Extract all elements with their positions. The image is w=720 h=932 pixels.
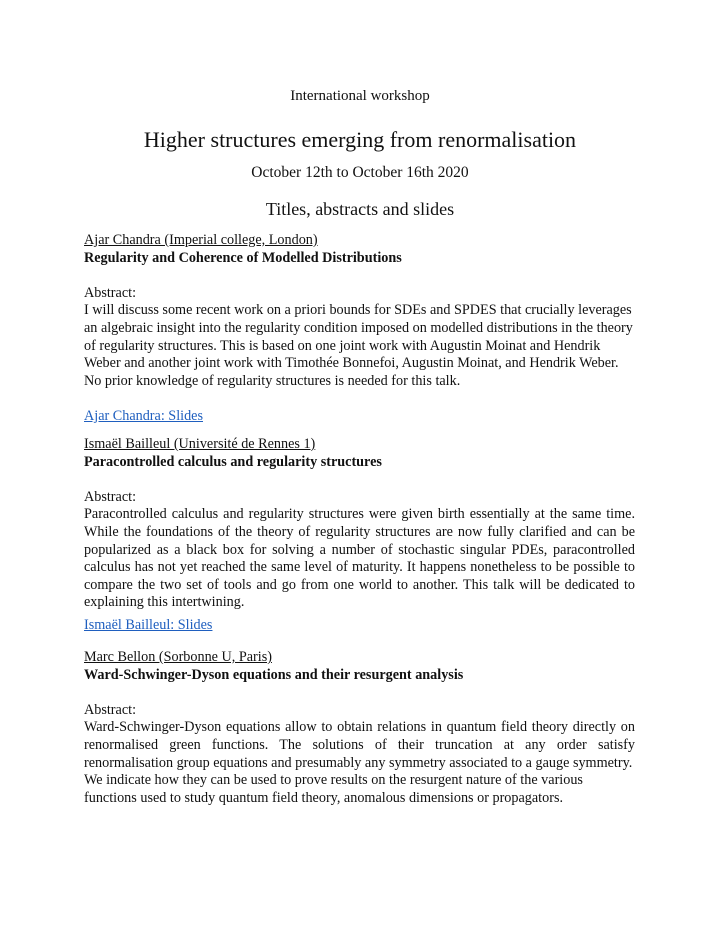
slides-link[interactable]: Ajar Chandra: Slides [84,407,203,424]
abstract-text-continued: We indicate how they can be used to prove results on the resurgent nature of the various functions used to study quantum field theory, anomalous dimensions or propagators. [84,772,583,806]
abstract-text: Paracontrolled calculus and regularity structures were given birth essentially at the same time. While the foundations of the theory of regularity structures are now fully clarified and can be popularized as a black box for solving a number of stochastic singular PDEs, paracontrolled calculus has not yet reached the same level of maturity. It happens nonetheless to be possible to compare the two set of tools and go from one world to another. This talk will be dedicated to explaining this intertwining. [84,506,635,611]
speaker-name: Ajar Chandra (Imperial college, London) [84,232,318,248]
slides-link[interactable]: Ismaël Bailleul: Slides [84,617,213,633]
talk-title: Regularity and Coherence of Modelled Distributions [84,249,402,266]
abstract-text: I will discuss some recent work on a priori bounds for SDEs and SPDES that crucially leverages an algebraic insight into the regularity condition imposed on modelled distributions in the theory of regularity structures. This is based on one joint work with Augustin Moinat and Hendrik Weber and another joint work with Timothée Bonnefoi, Augustin Moinat, and Hendrik Weber. No prior knowledge of regularity structures is needed for this talk. [84,302,633,389]
abstract-text: Ward-Schwinger-Dyson equations allow to obtain relations in quantum field theory directly on renormalised green functions. The solutions of their truncation at any order satisfy renormalisation group equations and presumably any symmetry associated to a gauge symmetry. [84,719,635,771]
talk-entry [84,436,635,612]
abstract-label: Abstract: [84,284,137,301]
talk-title: Ward-Schwinger-Dyson equations and their resurgent analysis [84,666,464,683]
talk-title: Paracontrolled calculus and regularity structures [84,453,382,470]
talk-entry [84,232,635,426]
talk-entry [84,649,635,807]
section-heading: Titles, abstracts and slides [265,199,455,219]
workshop-dates: October 12th to October 16th 2020 [251,164,469,181]
abstract-label: Abstract: [84,701,137,718]
abstract-label: Abstract: [84,488,137,505]
speaker-name: Marc Bellon (Sorbonne U, Paris) [84,649,272,665]
speaker-name: Ismaël Bailleul (Université de Rennes 1) [84,436,316,452]
page-title: Higher structures emerging from renormalisation [143,127,577,152]
workshop-label: International workshop [290,88,430,104]
